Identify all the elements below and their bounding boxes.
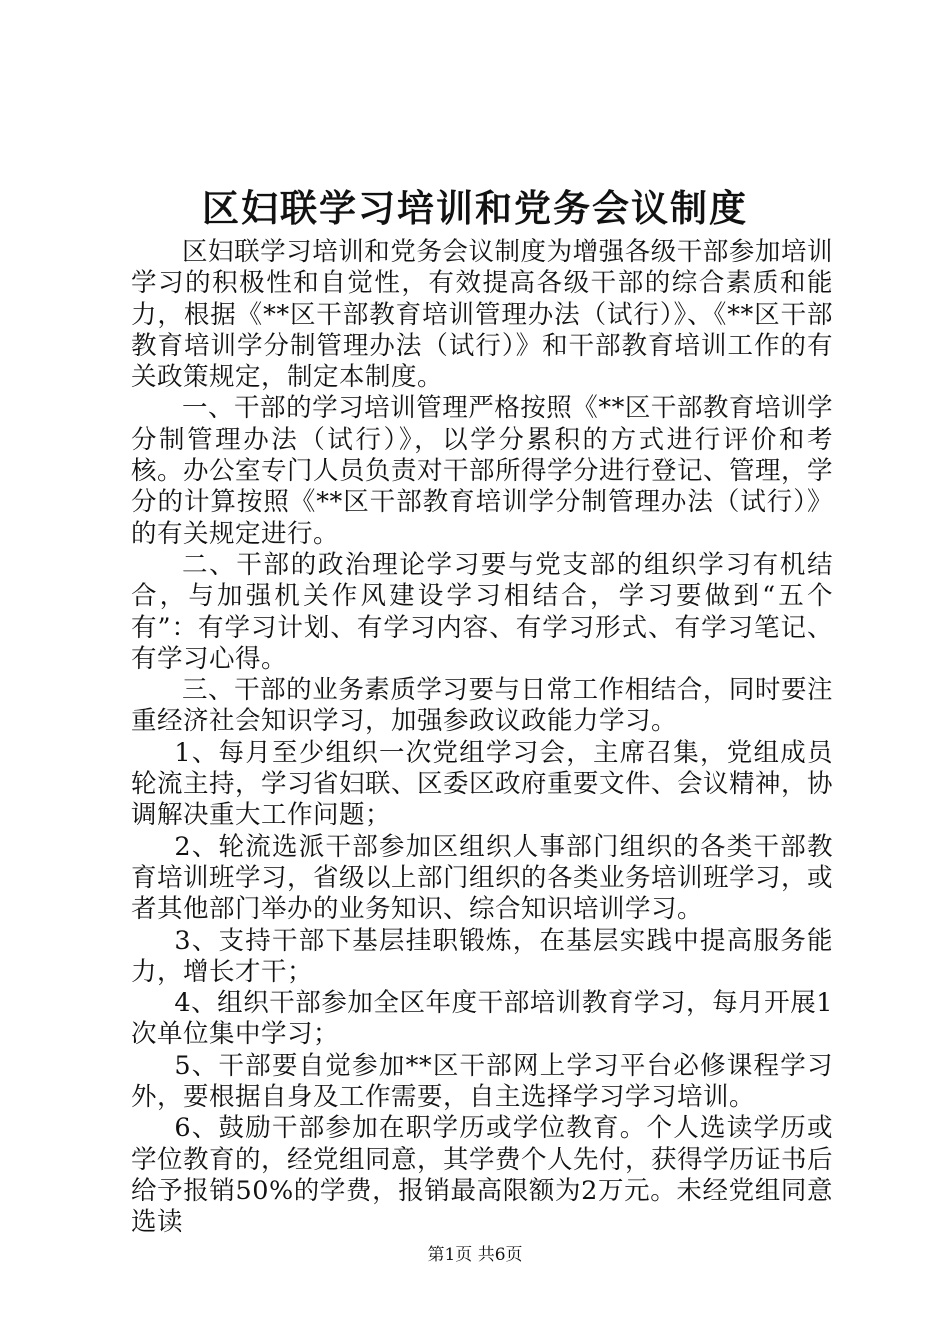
section-one-paragraph: 一、干部的学习培训管理严格按照《**区干部教育培训学分制管理办法（试行）》，以学分累积的方式进行评价和考核。办公室专门人员负责对干部所得学分进行登记、管理，学分的计算按照《**区干部教育培训学分制管理办法（试行）》的有关规定进行。 — [131, 393, 834, 549]
intro-paragraph: 区妇联学习培训和党务会议制度为增强各级干部参加培训学习的积极性和自觉性，有效提高各级干部的综合素质和能力，根据《**区干部教育培训管理办法（试行）》、《**区干部教育培训学分制管理办法（试行）》和干部教育培训工作的有关政策规定，制定本制度。 — [131, 237, 833, 393]
section-three-paragraph: 三、干部的业务素质学习要与日常工作相结合，同时要注重经济社会知识学习，加强参政议政能力学习。 — [131, 675, 833, 737]
list-item: 5、干部要自觉参加**区干部网上学习平台必修课程学习外，要根据自身及工作需要，自主选择学习学习培训。 — [131, 1050, 833, 1113]
list-item: 2、轮流选派干部参加区组织人事部门组织的各类干部教育培训班学习，省级以上部门组织的各类业务培训班学习，或者其他部门举办的业务知识、综合知识培训学习。 — [131, 831, 834, 925]
list-item: 6、鼓励干部参加在职学历或学位教育。个人选读学历或学位教育的，经党组同意，其学费个人先付，获得学历证书后给予报销50%的学费，报销最高限额为2万元。未经党组同意选读 — [131, 1113, 834, 1238]
list-item: 3、支持干部下基层挂职锻炼，在基层实践中提高服务能力，增长才干； — [131, 925, 833, 987]
section-two-paragraph: 二、干部的政治理论学习要与党支部的组织学习有机结合，与加强机关作风建设学习相结合，学习要做到“五个有”：有学习计划、有学习内容、有学习形式、有学习笔记、有学习心得。 — [131, 549, 833, 674]
page-title: 区妇联学习培训和党务会议制度 — [202, 186, 748, 230]
page-number-footer: 第1页 共6页 — [427, 1245, 523, 1265]
document-body — [131, 237, 833, 1239]
list-item: 1、每月至少组织一次党组学习会，主席召集，党组成员轮流主持，学习省妇联、区委区政府重要文件、会议精神，协调解决重大工作问题； — [131, 737, 834, 831]
list-item: 4、组织干部参加全区年度干部培训教育学习，每月开展1次单位集中学习； — [131, 988, 833, 1050]
